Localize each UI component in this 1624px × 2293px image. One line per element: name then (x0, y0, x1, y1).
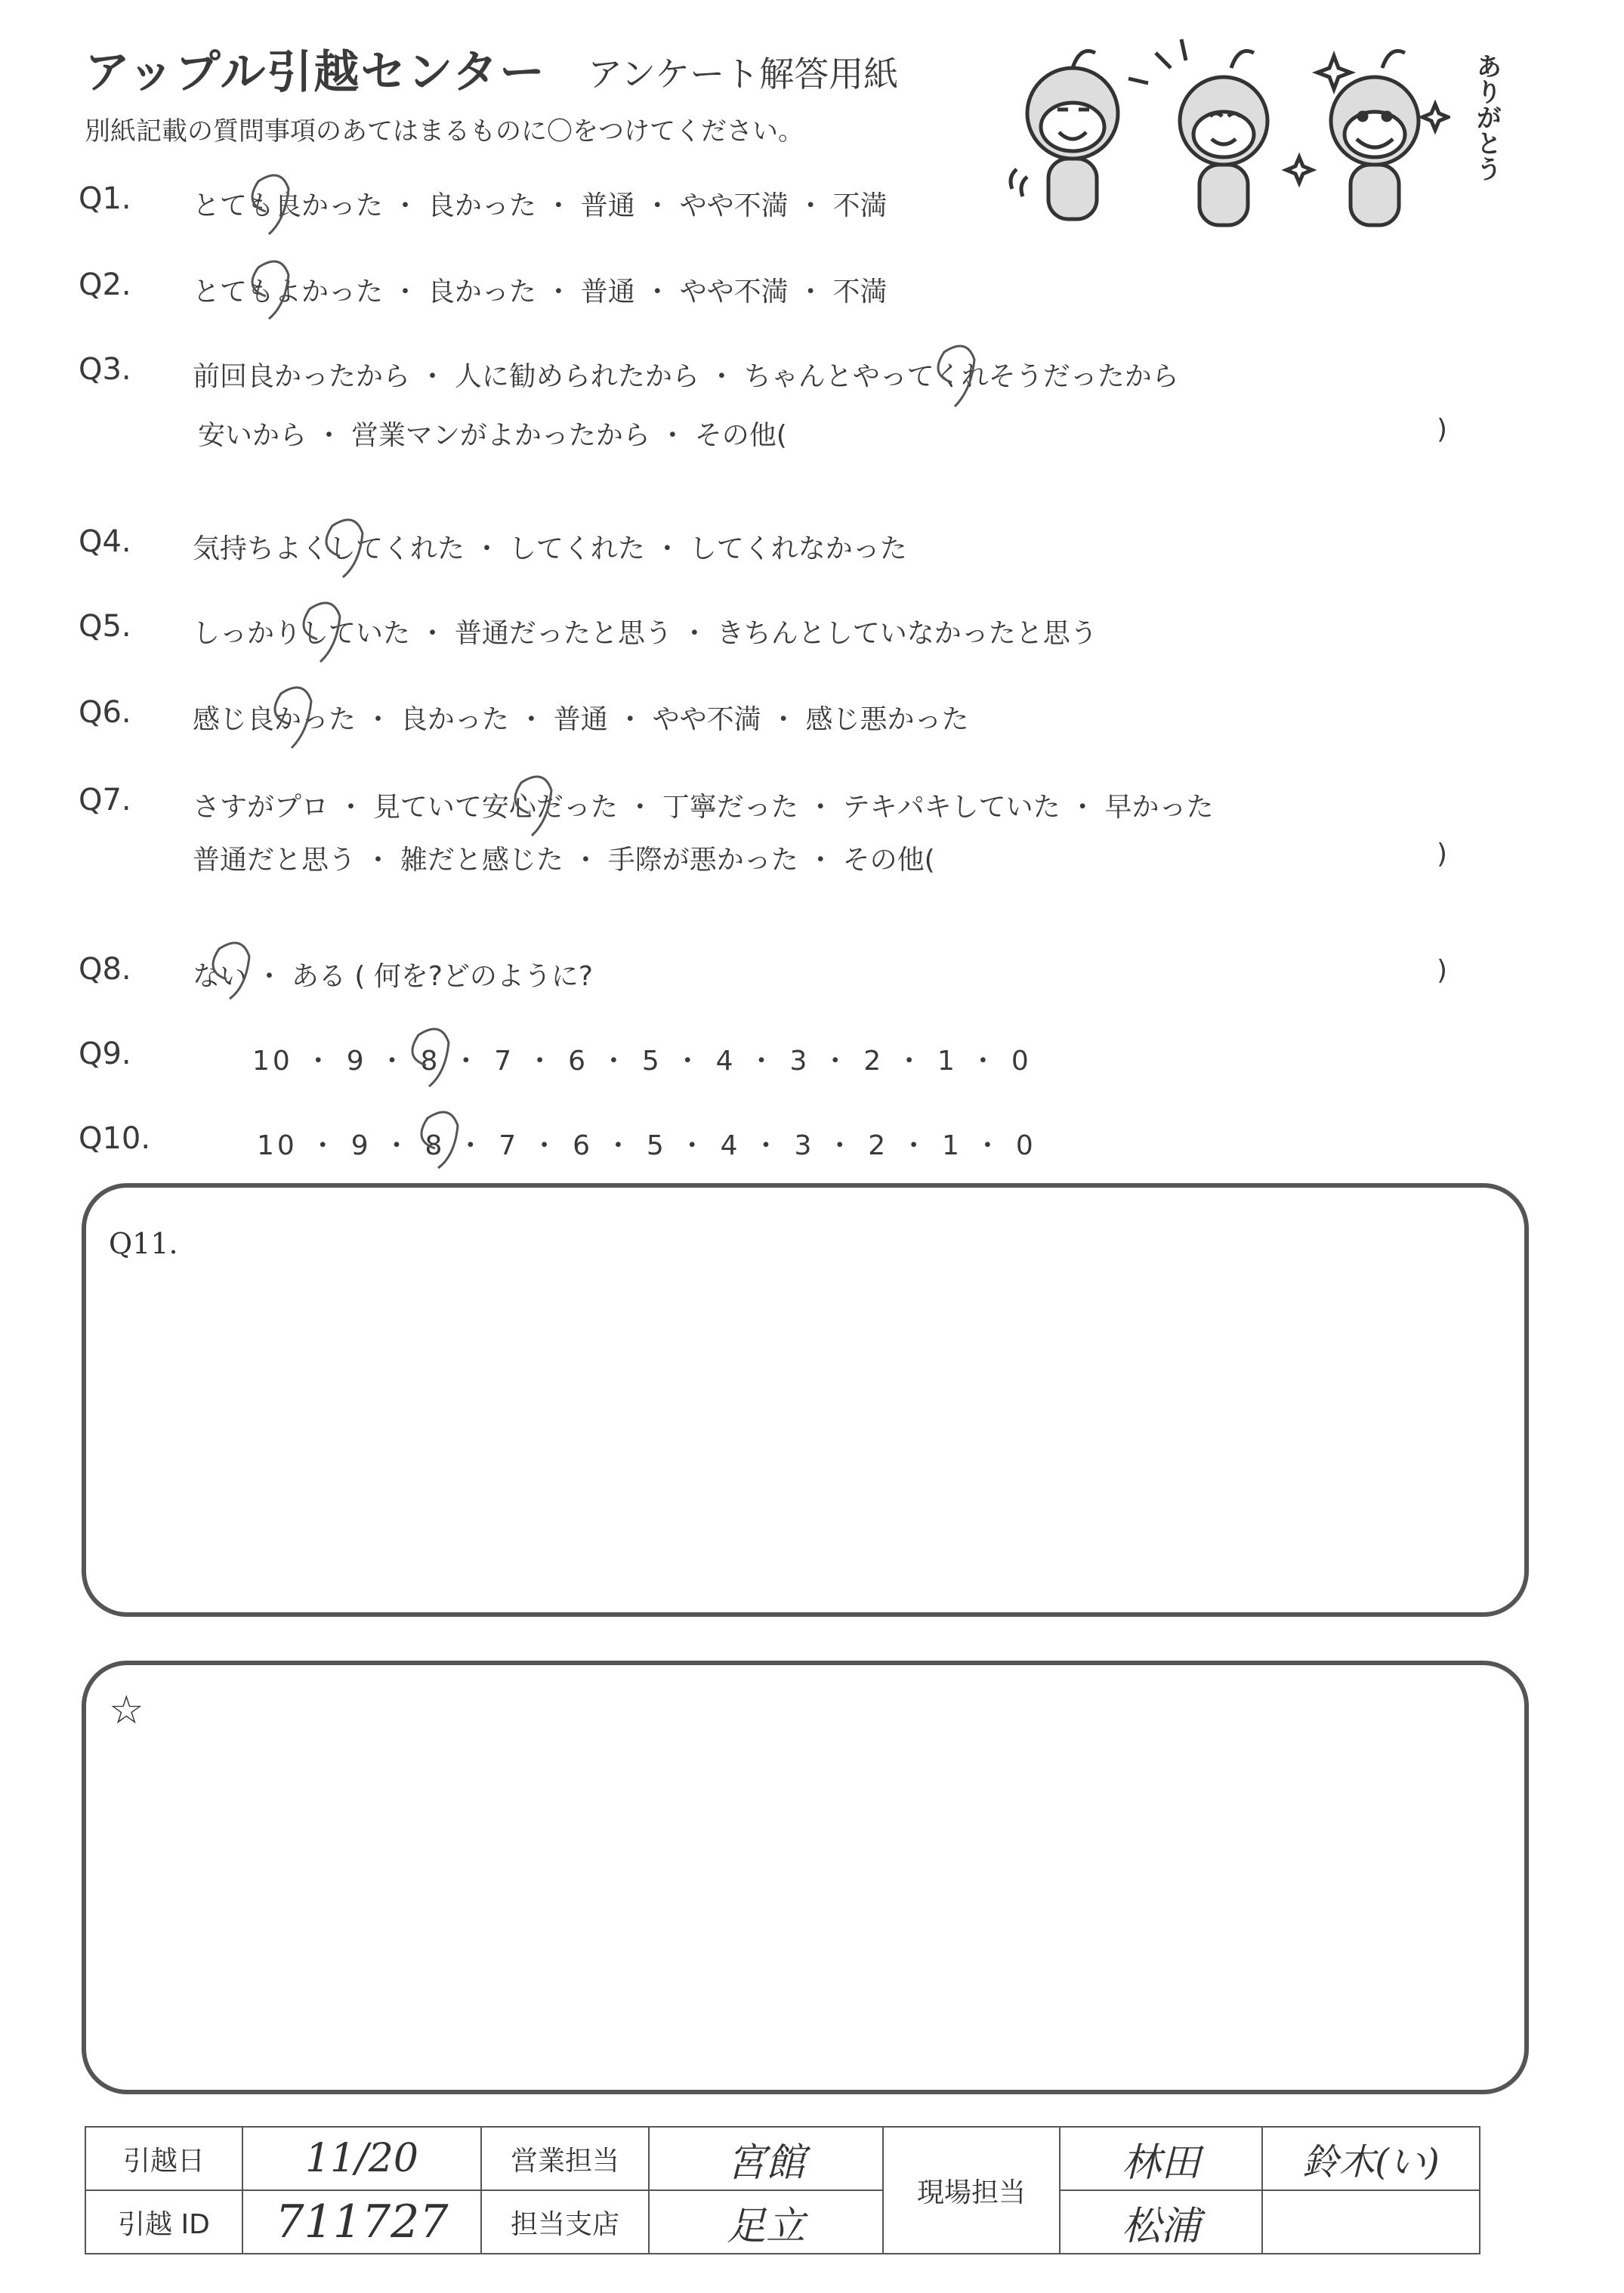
q3-options-line1[interactable]: 前回良かったから ・ 人に勧められたから ・ ちゃんとやってくれそうだったから (193, 361, 1179, 392)
q2-mark (252, 261, 289, 319)
q5-options[interactable]: しっかりしていた ・ 普通だったと思う ・ きちんとしていなかったと思う (193, 618, 1098, 649)
q9-mark (412, 1029, 449, 1086)
field-staff-empty[interactable] (1262, 2190, 1480, 2254)
q10-label: Q10. (79, 1121, 151, 1156)
q11-label: Q11. (109, 1227, 178, 1260)
field-staff-1[interactable]: 林田 (1060, 2127, 1262, 2190)
q8-label: Q8. (79, 952, 131, 987)
field-label: 現場担当 (883, 2127, 1060, 2254)
q3-label: Q3. (79, 352, 131, 387)
form-title: アンケート解答用紙 (588, 54, 899, 94)
q7-mark (515, 777, 551, 836)
q9-label: Q9. (79, 1037, 131, 1071)
q2-label: Q2. (79, 267, 131, 302)
q7-options-line1[interactable]: さすがプロ ・ 見ていて安心だった ・ 丁寧だった ・ テキパキしていた ・ 早かった (193, 792, 1214, 823)
q8-options[interactable]: ない ・ ある ( 何を?どのように? (193, 961, 594, 992)
sales-value[interactable]: 宮館 (649, 2127, 883, 2190)
q10-scale[interactable]: 10 ・ 9 ・ 8 ・ 7 ・ 6 ・ 5 ・ 4 ・ 3 ・ 2 ・ 1 ・ 0 (257, 1130, 1036, 1161)
q7-close-paren: ) (1437, 839, 1448, 870)
q1-mark (252, 175, 289, 234)
q2-options[interactable]: とてもよかった ・ 良かった ・ 普通 ・ やや不満 ・ 不満 (193, 277, 888, 307)
q5-label: Q5. (79, 609, 131, 644)
q6-label: Q6. (79, 695, 131, 730)
q8-mark (213, 943, 249, 999)
q4-options[interactable]: 気持ちよくしてくれた ・ してくれた ・ してくれなかった (193, 533, 907, 564)
sales-label: 営業担当 (481, 2127, 649, 2190)
q6-mark (275, 688, 311, 748)
moving-id-label: 引越 ID (85, 2190, 242, 2254)
q9-scale[interactable]: 10 ・ 9 ・ 8 ・ 7 ・ 6 ・ 5 ・ 4 ・ 3 ・ 2 ・ 1 ・ 0 (252, 1046, 1032, 1077)
moving-date-value[interactable]: 11/20 (242, 2127, 481, 2190)
branch-label: 担当支店 (481, 2190, 649, 2254)
q1-options[interactable]: とても良かった ・ 良かった ・ 普通 ・ やや不満 ・ 不満 (193, 190, 888, 221)
q4-label: Q4. (79, 524, 131, 559)
field-staff-3[interactable]: 松浦 (1060, 2190, 1262, 2254)
field-staff-2[interactable]: 鈴木(い) (1262, 2127, 1480, 2190)
star-icon: ☆ (109, 1688, 144, 1733)
q1-label: Q1. (79, 181, 131, 216)
instruction-text: 別紙記載の質問事項のあてはまるものに〇をつけてください。 (85, 116, 804, 147)
q3-options-line2[interactable]: 安いから ・ 営業マンがよかったから ・ その他( (198, 420, 787, 451)
thanks-text: ありがとう (1471, 53, 1502, 181)
moving-date-label: 引越日 (85, 2127, 242, 2190)
q8-close-paren: ) (1437, 955, 1448, 986)
q10-mark (421, 1112, 458, 1168)
footer-info-table (85, 2126, 1480, 2254)
q5-mark (304, 603, 340, 662)
q6-options[interactable]: 感じ良かった ・ 良かった ・ 普通 ・ やや不満 ・ 感じ悪かった (193, 704, 969, 735)
star-comment-box[interactable] (82, 1661, 1529, 2094)
q3-close-paren: ) (1437, 414, 1448, 445)
q11-comment-box[interactable] (82, 1183, 1529, 1617)
branch-value[interactable]: 足立 (649, 2190, 883, 2254)
q7-label: Q7. (79, 783, 131, 817)
company-title: アップル引越センター (85, 46, 546, 99)
moving-id-value[interactable]: 711727 (242, 2190, 481, 2254)
q7-options-line2[interactable]: 普通だと思う ・ 雑だと感じた ・ 手際が悪かった ・ その他( (193, 845, 935, 876)
q4-mark (326, 520, 363, 577)
q3-mark (938, 346, 974, 406)
